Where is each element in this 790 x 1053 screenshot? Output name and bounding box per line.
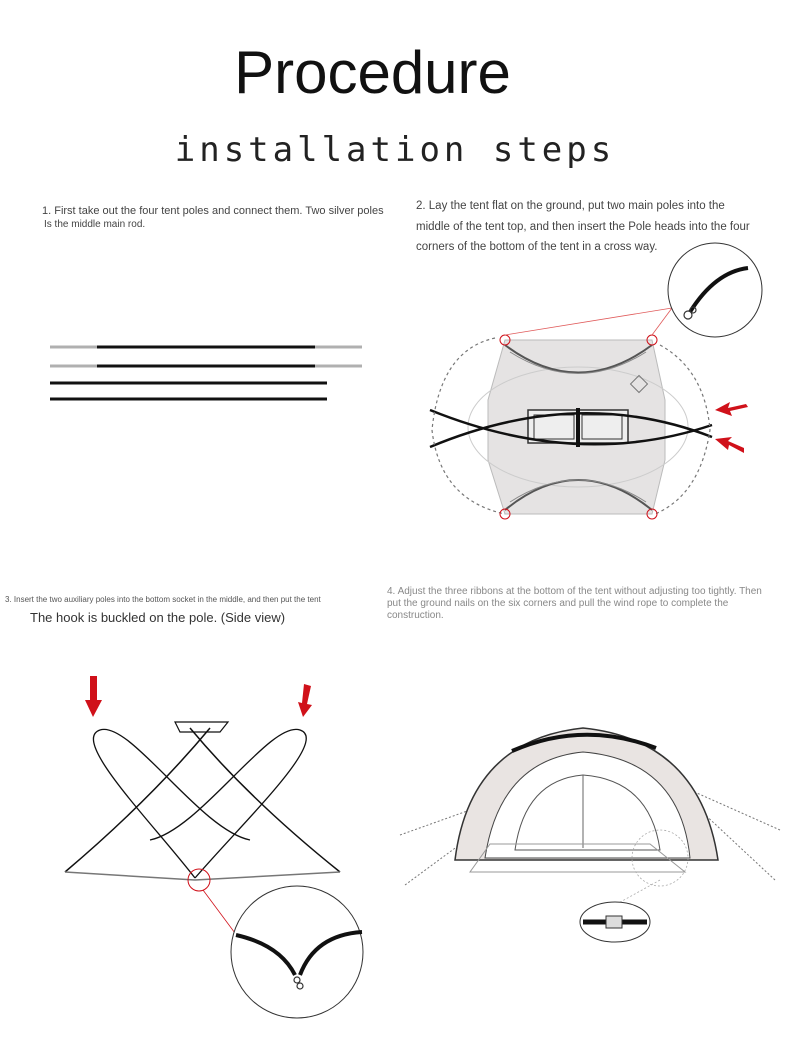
step-1-poles-illustration bbox=[50, 347, 362, 399]
step-4-caption: 4. Adjust the three ribbons at the bottom of the tent without adjusting too tightly. Then put the ground nails on the six corners and pull the wind rope to complete the construction. bbox=[387, 586, 762, 621]
step-3-caption-continued: The hook is buckled on the pole. (Side view) bbox=[30, 610, 286, 625]
step-2-tent-top-view-illustration bbox=[430, 243, 762, 519]
step-3-caption: 3. Insert the two auxiliary poles into the bottom socket in the middle, and then put the tent bbox=[5, 595, 321, 604]
step-3-side-view-illustration bbox=[65, 676, 363, 1018]
step-4-assembled-tent-illustration bbox=[400, 728, 780, 942]
page-subtitle: installation steps bbox=[174, 130, 616, 170]
red-arrow-icon bbox=[715, 402, 748, 453]
step-2-caption: 2. Lay the tent flat on the ground, put two main poles into the middle of the tent top, and then insert the Pole heads into the four corners of the bottom of the tent in a cross way. bbox=[416, 200, 750, 253]
red-arrow-icon bbox=[85, 676, 312, 717]
step-1-caption: 1. First take out the four tent poles and connect them. Two silver poles bbox=[42, 205, 384, 217]
step-1-caption-continued: Is the middle main rod. bbox=[44, 219, 146, 230]
page-title: Procedure bbox=[234, 39, 511, 106]
